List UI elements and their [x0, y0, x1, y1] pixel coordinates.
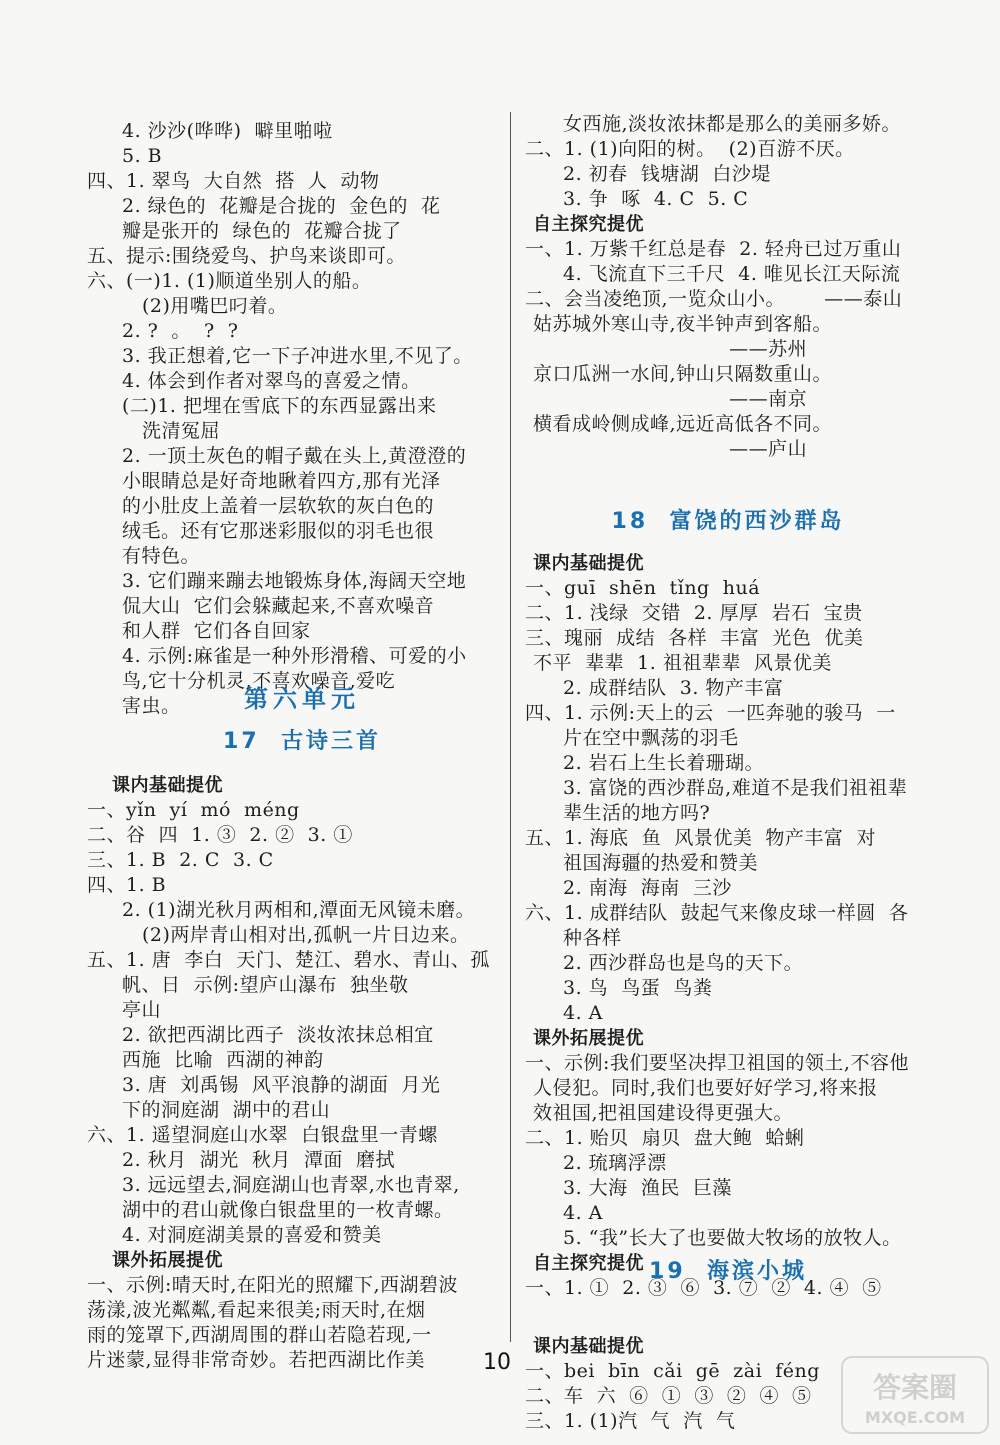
- answer-line: 三、瑰丽 成结 各样 丰富 光色 优美: [525, 627, 864, 649]
- answer-line: 一、示例:我们要坚决捍卫祖国的领土,不容他: [525, 1052, 909, 1074]
- answer-line: 一、yǐn yí mó méng: [87, 799, 300, 821]
- answer-line: 2. 初春 钱塘湖 白沙堤: [563, 163, 771, 185]
- answer-line: 5. B: [122, 145, 163, 167]
- answer-line: 五、1. 海底 鱼 风景优美 物产丰富 对: [525, 827, 876, 849]
- watermark-top: 答案圈: [872, 1371, 958, 1404]
- answer-line: 鸟,它十分机灵,不喜欢噪音,爱吃: [122, 670, 396, 692]
- answer-line: 亭山: [122, 999, 162, 1021]
- answer-line: 湖中的君山就像白银盘里的一枚青螺。: [122, 1199, 454, 1221]
- answer-line: 四、1. 翠鸟 大自然 搭 人 动物: [87, 170, 380, 192]
- answer-line: 二、1. 贻贝 扇贝 盘大鲍 蛤蜊: [525, 1127, 805, 1149]
- answer-line: 五、提示:围绕爱鸟、护鸟来谈即可。: [87, 245, 406, 267]
- section-heading: 课外拓展提优: [112, 1250, 223, 1271]
- answer-line: 效祖国,把祖国建设得更强大。: [533, 1102, 794, 1124]
- answer-line: 六、1. 成群结队 鼓起气来像皮球一样圆 各: [525, 902, 909, 924]
- answer-line: 片迷蒙,显得非常奇妙。若把西湖比作美: [87, 1349, 426, 1371]
- answer-line: ——庐山: [533, 438, 808, 460]
- answer-line: 有特色。: [122, 545, 201, 567]
- answer-line: 六、(一)1. (1)顺道坐别人的船。: [87, 270, 372, 292]
- answer-line: 帆、日 示例:望庐山瀑布 独坐敬: [122, 974, 409, 996]
- answer-line: 横看成岭侧成峰,远近高低各不同。: [533, 413, 833, 435]
- section-heading: 课内基础提优: [112, 775, 223, 796]
- watermark-bottom: MXQE.COM: [864, 1408, 966, 1427]
- answer-line: 绒毛。还有它那迷彩服似的羽毛也很: [122, 520, 435, 542]
- answer-line: 3. 它们蹦来蹦去地锻炼身体,海阔天空地: [122, 570, 467, 592]
- answer-line: 害虫。: [122, 695, 181, 717]
- section-heading: 课内基础提优: [533, 1336, 644, 1357]
- answer-line: 四、1. B: [87, 874, 167, 896]
- answer-line: 辈生活的地方吗?: [563, 802, 711, 824]
- answer-line: 4. 体会到作者对翠鸟的喜爱之情。: [122, 370, 421, 392]
- answer-line: 侃大山 它们会躲藏起来,不喜欢噪音: [122, 595, 435, 617]
- answer-line: 2. 琉璃浮漂: [563, 1152, 667, 1174]
- answer-line: 不平 辈辈 1. 祖祖辈辈 风景优美: [533, 652, 832, 674]
- answer-line: (2)用嘴巴叼着。: [142, 295, 288, 317]
- answer-line: 2. 欲把西湖比西子 淡妆浓抹总相宜: [122, 1024, 434, 1046]
- answer-line: 三、1. B 2. C 3. C: [87, 849, 274, 871]
- chapter-title: 19 海滨小城: [649, 1259, 807, 1284]
- answer-line: 片在空中飘荡的羽毛: [563, 727, 739, 749]
- answer-line: 2. 成群结队 3. 物产丰富: [563, 677, 784, 699]
- answer-line: 人侵犯。同时,我们也要好好学习,将来报: [533, 1077, 878, 1099]
- answer-line: 3. 唐 刘禹锡 风平浪静的湖面 月光: [122, 1074, 441, 1096]
- answer-line: 女西施,淡妆浓抹都是那么的美丽多娇。: [563, 113, 902, 135]
- watermark-logo: [840, 1355, 990, 1435]
- answer-line: 3. 富饶的西沙群岛,难道不是我们祖祖辈: [563, 777, 908, 799]
- answer-line: 一、bei bīn cǎi gē zài féng: [525, 1360, 820, 1382]
- answer-line: ——苏州: [533, 338, 808, 360]
- answer-line: 二、会当凌绝顶,一览众山小。 ——泰山: [525, 288, 903, 310]
- answer-line: 的小肚皮上盖着一层软软的灰白色的: [122, 495, 435, 517]
- answer-line: 2. 南海 海南 三沙: [563, 877, 732, 899]
- answer-line: 祖国海疆的热爱和赞美: [563, 852, 759, 874]
- answer-line: 5. “我”长大了也要做大牧场的放牧人。: [563, 1227, 902, 1249]
- answer-line: 一、示例:晴天时,在阳光的照耀下,西湖碧波: [87, 1274, 458, 1296]
- answer-line: 2. ? 。 ? ?: [122, 320, 239, 342]
- answer-line: 3. 远远望去,洞庭湖山也青翠,水也青翠,: [122, 1174, 460, 1196]
- answer-line: (二)1. 把埋在雪底下的东西显露出来: [122, 395, 437, 417]
- answer-line: 西施 比喻 西湖的神韵: [122, 1049, 324, 1071]
- answer-line: (2)两岸青山相对出,孤帆一片日边来。: [142, 924, 470, 946]
- answer-line: 瓣是张开的 绿色的 花瓣合拢了: [122, 220, 402, 242]
- answer-line: 一、1. ① 2. ③ ⑥ 3. ⑦ ② 4. ④ ⑤: [525, 1277, 882, 1299]
- section-heading: 课内基础提优: [533, 553, 644, 574]
- answer-line: 二、谷 四 1. ③ 2. ② 3. ①: [87, 824, 353, 846]
- answer-line: 3. 我正想着,它一下子冲进水里,不见了。: [122, 345, 473, 367]
- answer-line: 种各样: [563, 927, 622, 949]
- answer-line: 2. 秋月 湖光 秋月 潭面 磨拭: [122, 1149, 395, 1171]
- answer-line: 京口瓜洲一水间,钟山只隔数重山。: [533, 363, 833, 385]
- answer-line: 3. 争 啄 4. C 5. C: [563, 188, 749, 210]
- answer-line: 2. 西沙群岛也是鸟的天下。: [563, 952, 804, 974]
- answer-line: 4. 飞流直下三千尺 4. 唯见长江天际流: [563, 263, 901, 285]
- answer-line: 2. 绿色的 花瓣是合拢的 金色的 花: [122, 195, 441, 217]
- section-heading: 自主探究提优: [533, 214, 644, 235]
- answer-line: 2. 岩石上生长着珊瑚。: [563, 752, 765, 774]
- answer-line: 4. 示例:麻雀是一种外形滑稽、可爱的小: [122, 645, 467, 667]
- answer-line: 五、1. 唐 李白 天门、楚江、碧水、青山、孤: [87, 949, 490, 971]
- answer-line: 一、guī shēn tǐng huá: [525, 577, 761, 599]
- chapter-title: 18 富饶的西沙群岛: [611, 509, 845, 534]
- section-heading: 自主探究提优: [533, 1253, 644, 1274]
- answer-line: 二、1. (1)向阳的树。 (2)百游不厌。: [525, 138, 855, 160]
- answer-line: ——南京: [533, 388, 808, 410]
- answer-line: 3. 大海 渔民 巨藻: [563, 1177, 732, 1199]
- answer-line: 二、1. 浅绿 交错 2. 厚厚 岩石 宝贵: [525, 602, 863, 624]
- answer-line: 2. 一顶土灰色的帽子戴在头上,黄澄澄的: [122, 445, 467, 467]
- answer-line: 荡漾,波光粼粼,看起来很美;雨天时,在烟: [87, 1299, 426, 1321]
- answer-line: 3. 鸟 鸟蛋 鸟粪: [563, 977, 713, 999]
- answer-line: 二、车 六 ⑥ ① ③ ② ④ ⑤: [525, 1385, 812, 1407]
- page-number: 10: [483, 1350, 511, 1375]
- chapter-title: 17 古诗三首: [223, 729, 381, 754]
- answer-line: 一、1. 万紫千红总是春 2. 轻舟已过万重山: [525, 238, 902, 260]
- answer-line: 4. A: [563, 1202, 603, 1224]
- answer-line: 三、1. (1)汽 气 汽 气: [525, 1410, 736, 1432]
- answer-line: 洗清冤屈: [142, 420, 221, 442]
- section-heading: 课外拓展提优: [533, 1028, 644, 1049]
- answer-line: 下的洞庭湖 湖中的君山: [122, 1099, 331, 1121]
- answer-line: 4. A: [563, 1002, 603, 1024]
- answer-line: 4. 沙沙(哗哗) 噼里啪啦: [122, 120, 333, 142]
- answer-line: 和人群 它们各自回家: [122, 620, 311, 642]
- answer-line: 姑苏城外寒山寺,夜半钟声到客船。: [533, 313, 833, 335]
- answer-line: 雨的笼罩下,西湖周围的群山若隐若现,一: [87, 1324, 432, 1346]
- column-divider: [510, 112, 511, 1342]
- answer-line: 2. (1)湖光秋月两相和,潭面无风镜未磨。: [122, 899, 476, 921]
- answer-line: 六、1. 遥望洞庭山水翠 白银盘里一青螺: [87, 1124, 438, 1146]
- answer-line: 小眼睛总是好奇地瞅着四方,那有光泽: [122, 470, 441, 492]
- answer-line: 四、1. 示例:天上的云 一匹奔驰的骏马 一: [525, 702, 896, 724]
- unit-title: 第六单元: [244, 685, 360, 713]
- answer-line: 4. 对洞庭湖美景的喜爱和赞美: [122, 1224, 382, 1246]
